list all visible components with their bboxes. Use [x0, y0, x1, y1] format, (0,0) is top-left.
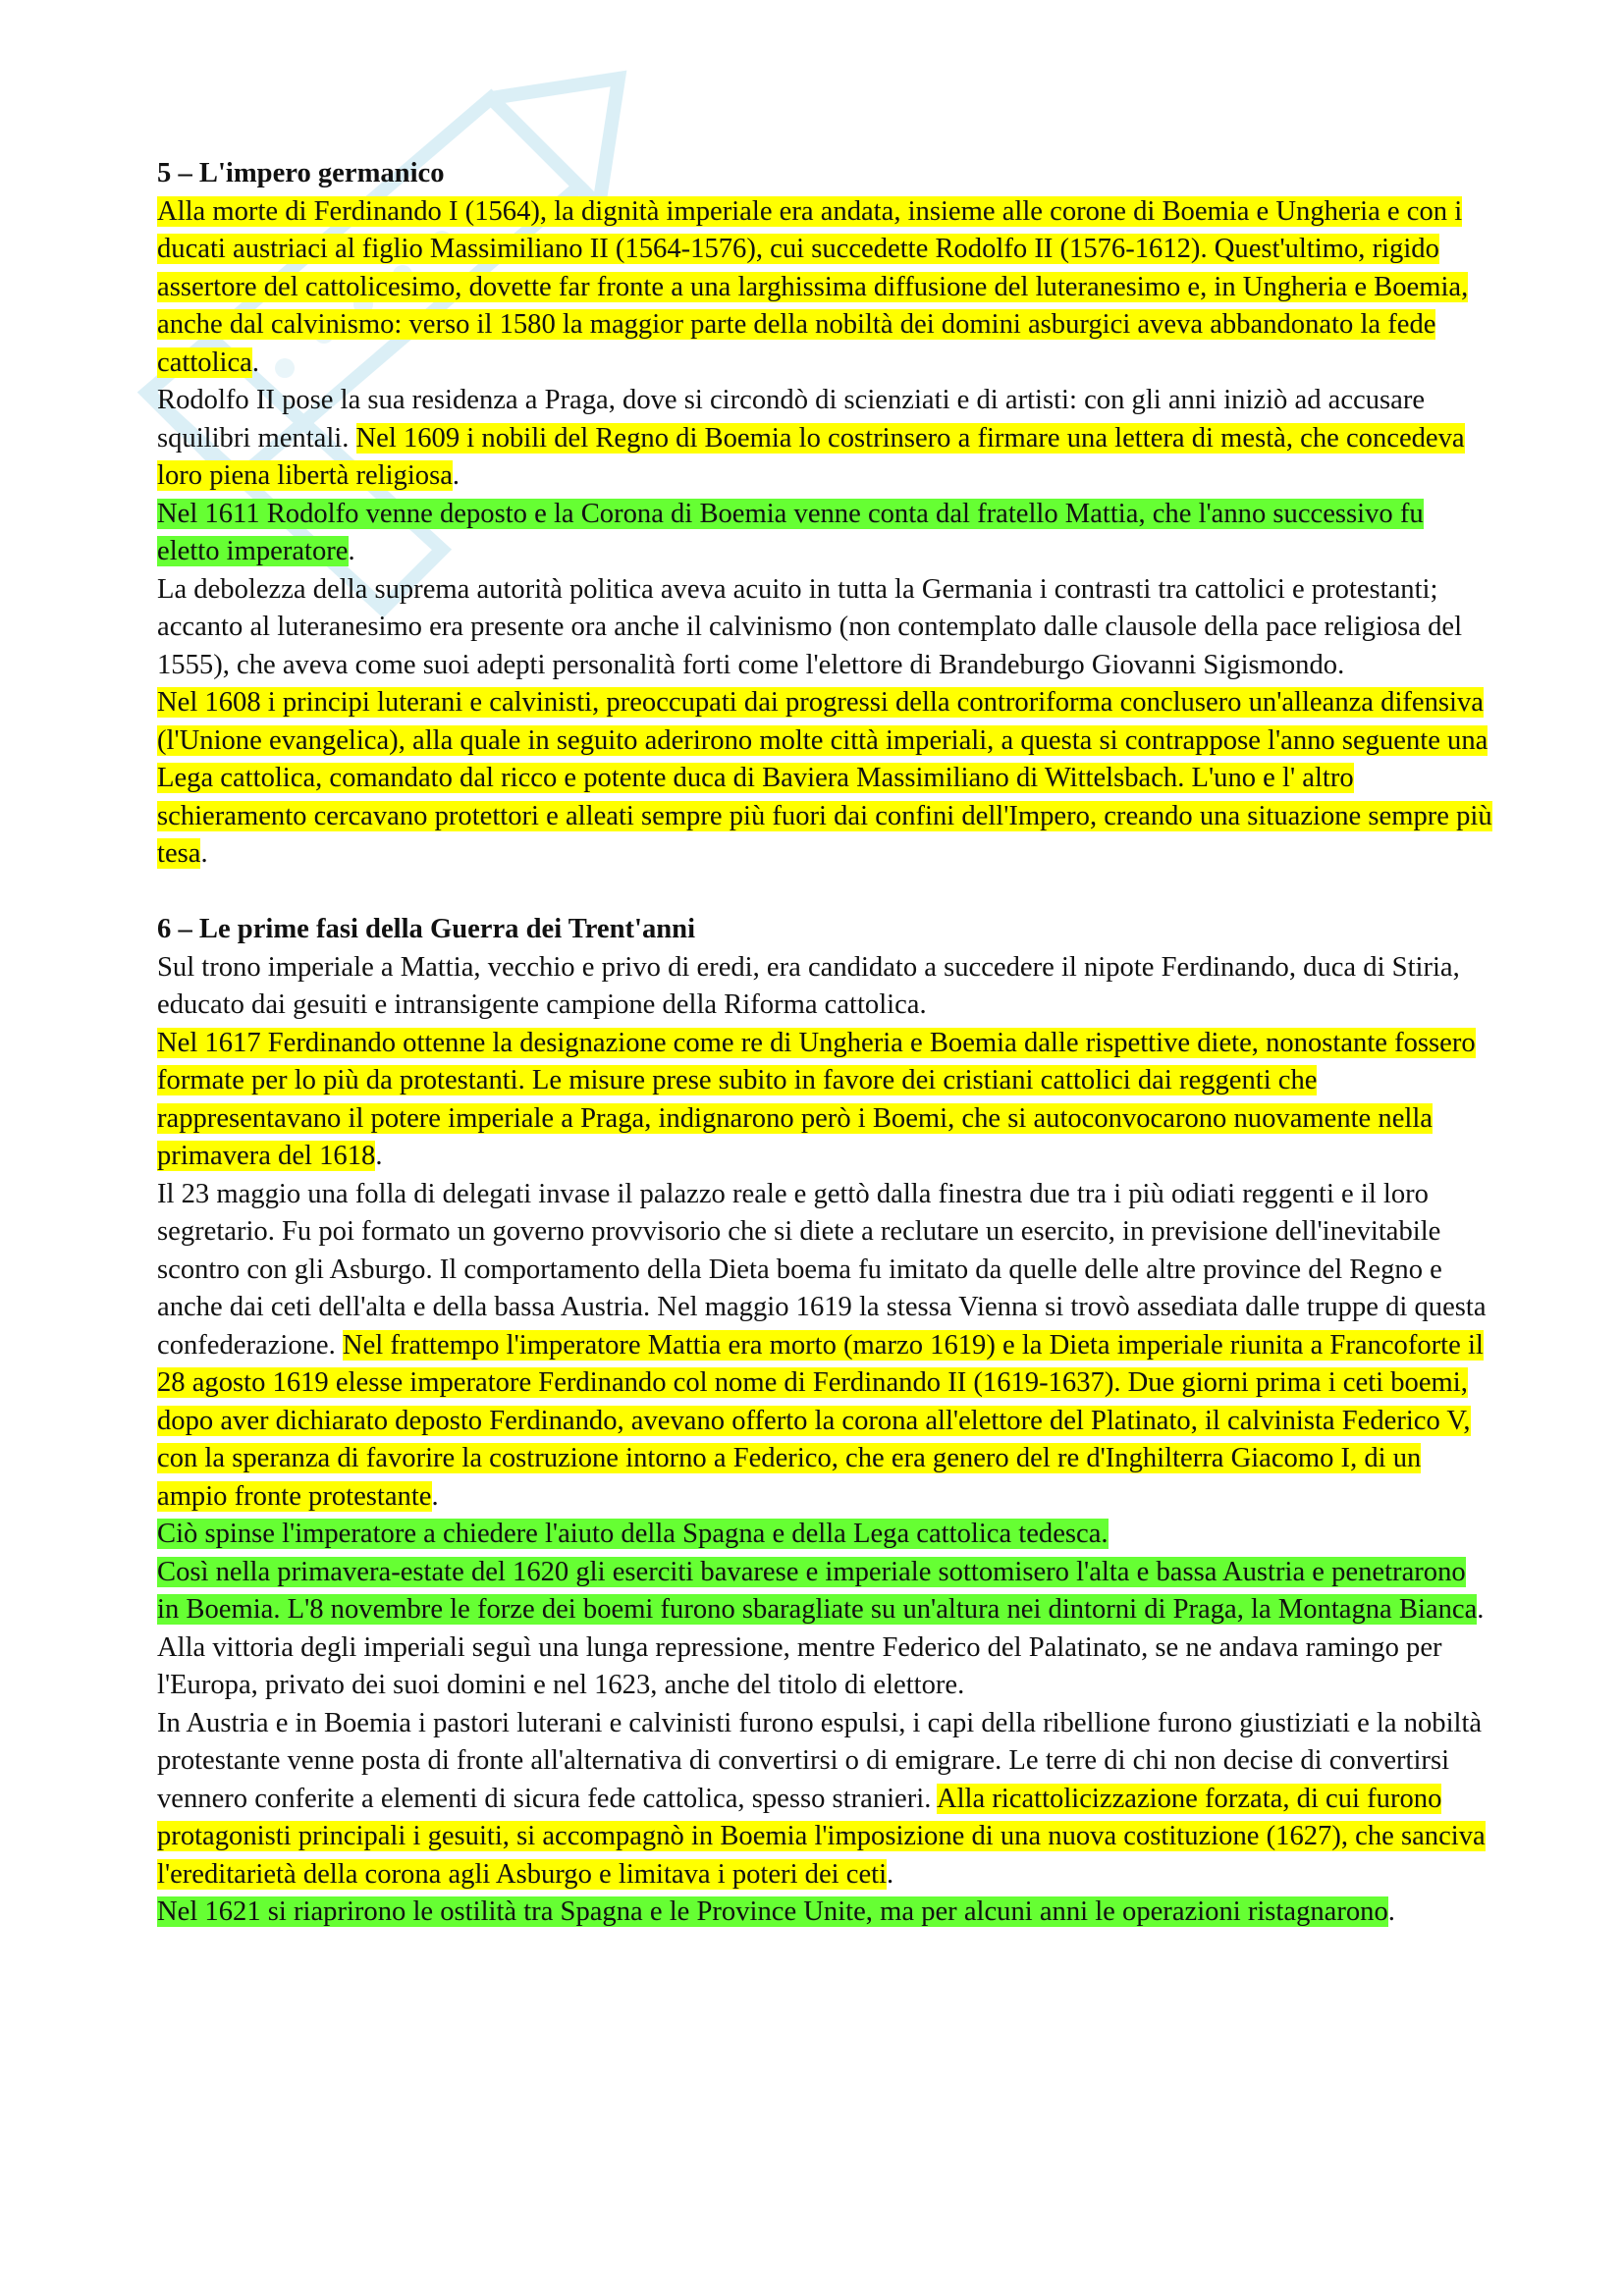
highlight-yellow: Nel 1617 Ferdinando ottenne la designazione come re di Ungheria e Boemia dalle rispettive diete, nonostante fossero formate per lo più da protestanti. Le misure prese subito in favore dei cristiani cattolici dai reggenti che rappresentavano il potere imperiale a Praga, indignarono però i Boemi, che si autoconvocarono nuovamente nella primavera del 1618	[157, 1027, 1476, 1171]
paragraph	[157, 684, 1492, 874]
section-title: 5 – L'impero germanico	[157, 158, 445, 188]
paragraph	[157, 1705, 1492, 1895]
text-run: Alla vittoria degli imperiali seguì una lunga repressione, mentre Federico del Palatinato, se ne andava ramingo per l'Europa, privato dei suoi domini e nel 1623, anche del titolo di elettore.	[157, 1631, 1442, 1700]
highlight-yellow: Nel 1608 i principi luterani e calvinisti, preoccupati dai progressi della controriforma conclusero un'alleanza difensiva (l'Unione evangelica), alla quale in seguito aderirono molte città imperiali, a questa si contrappose l'anno seguente una Lega cattolica, comandato dal ricco e potente duca di Baviera Massimiliano di Wittelsbach. L'uno e l' altro schieramento cercavano protettori e alleati sempre più fuori dai confini dell'Impero, creando una situazione sempre più tesa	[157, 687, 1492, 869]
text-run: Sul trono imperiale a Mattia, vecchio e privo di eredi, era candidato a succedere il nipote Ferdinando, duca di Stiria, educato dai gesuiti e intransigente campione della Riforma cattolica.	[157, 951, 1460, 1020]
paragraph	[157, 193, 1492, 383]
blank-line	[157, 874, 1492, 912]
document-page	[157, 155, 1492, 1932]
highlight-yellow: Alla morte di Ferdinando I (1564), la dignità imperiale era andata, insieme alle corone di Boemia e Ungheria e con i ducati austriaci al figlio Massimiliano II (1564-1576), cui succedette Rodolfo II (1576-1612). Quest'ultimo, rigido assertore del cattolicesimo, dovette far fronte a una larghissima diffusione del luteranesimo e, in Ungheria e Boemia, anche dal calvinismo: verso il 1580 la maggior parte della nobiltà dei domini asburgici aveva abbandonato la fede cattolica	[157, 195, 1469, 378]
paragraph	[157, 1629, 1492, 1705]
text-run: .	[452, 460, 460, 491]
text-run: Rodolfo II pose la sua residenza a Praga, dove si circondò di scienziati e di artisti: con gli anni iniziò ad accusare squilibri mentali.	[157, 385, 1426, 454]
section-title: 6 – Le prime fasi della Guerra dei Trent'anni	[157, 914, 696, 944]
highlight-yellow: Nel frattempo l'imperatore Mattia era morto (marzo 1619) e la Dieta imperiale riunita a Francoforte il 28 agosto 1619 elesse imperatore Ferdinando col nome di Ferdinando II (1619-1637). Due giorni prima i ceti boemi, dopo aver dichiarato deposto Ferdinando, avevano offerto la corona all'elettore del Platinato, il calvinista Federico V, con la speranza di favorire la costruzione intorno a Federico, che era genero del re d'Inghilterra Giacomo I, di un ampio fronte protestante	[157, 1329, 1484, 1512]
paragraph	[157, 1894, 1492, 1932]
paragraph	[157, 382, 1492, 496]
highlight-green: Ciò spinse l'imperatore a chiedere l'aiuto della Spagna e della Lega cattolica tedesca.	[157, 1519, 1109, 1549]
highlight-yellow: Alla ricattolicizzazione forzata, di cui furono protagonisti principali i gesuiti, si accompagnò in Boemia l'imposizione di una nuova costituzione (1627), che sanciva l'ereditarietà della corona agli Asburgo e limitava i poteri dei ceti	[157, 1783, 1486, 1890]
text-run: .	[1387, 1896, 1395, 1927]
paragraph	[157, 1516, 1492, 1554]
text-run: .	[887, 1858, 894, 1890]
paragraph	[157, 496, 1492, 571]
highlight-green: Così nella primavera-estate del 1620 gli eserciti bavarese e imperiale sottomisero l'alta e bassa Austria e penetrarono in Boemia. L'8 novembre le forze dei boemi furono sbaragliate su un'altura nei dintorni di Praga, la Montagna Bianca	[157, 1556, 1478, 1625]
highlight-green: Nel 1621 si riaprirono le ostilità tra Spagna e le Province Unite, ma per alcuni anni le operazioni ristagnarono	[157, 1896, 1388, 1927]
paragraph	[157, 1025, 1492, 1176]
highlight-yellow: Nel 1609 i nobili del Regno di Boemia lo costrinsero a firmare una lettera di mestà, che concedeva loro piena libertà religiosa	[157, 422, 1465, 491]
text-run: In Austria e in Boemia i pastori luterani e calvinisti furono espulsi, i capi della ribellione furono giustiziati e la nobiltà protestante venne posta di fronte all'alternativa di convertirsi o di emigrare. Le terre di chi non decise di convertirsi vennero conferite a elementi di sicura fede cattolica, spesso stranieri.	[157, 1707, 1483, 1814]
text-run: .	[431, 1480, 439, 1512]
paragraph	[157, 1554, 1492, 1629]
paragraph	[157, 571, 1492, 685]
highlight-green: Nel 1611 Rodolfo venne deposto e la Corona di Boemia venne conta dal fratello Mattia, che l'anno successivo fu eletto imperatore	[157, 498, 1424, 566]
paragraph	[157, 949, 1492, 1025]
text-run: .	[348, 536, 355, 566]
text-run: La debolezza della suprema autorità politica aveva acuito in tutta la Germania i contrasti tra cattolici e protestanti; accanto al luteranesimo era presente ora anche il calvinismo (non contemplato dalle clausole della pace religiosa del 1555), che aveva come suoi adepti personalità forti come l'elettore di Brandeburgo Giovanni Sigismondo.	[157, 573, 1463, 680]
text-run: Il 23 maggio una folla di delegati invase il palazzo reale e gettò dalla finestra due tra i più odiati reggenti e il loro segretario. Fu poi formato un governo provvisorio che si diete a reclutare un esercito, in previsione dell'inevitabile scontro con gli Asburgo. Il comportamento della Dieta boema fu imitato da quelle delle altre province del Regno e anche dai ceti dell'alta e della bassa Austria. Nel maggio 1619 la stessa Vienna si trovò assediata dalle truppe di questa confederazione.	[157, 1178, 1487, 1361]
text-run: .	[200, 838, 208, 869]
text-run: .	[1477, 1594, 1485, 1625]
text-run: .	[251, 347, 259, 378]
paragraph	[157, 1176, 1492, 1517]
text-run: .	[375, 1141, 383, 1171]
